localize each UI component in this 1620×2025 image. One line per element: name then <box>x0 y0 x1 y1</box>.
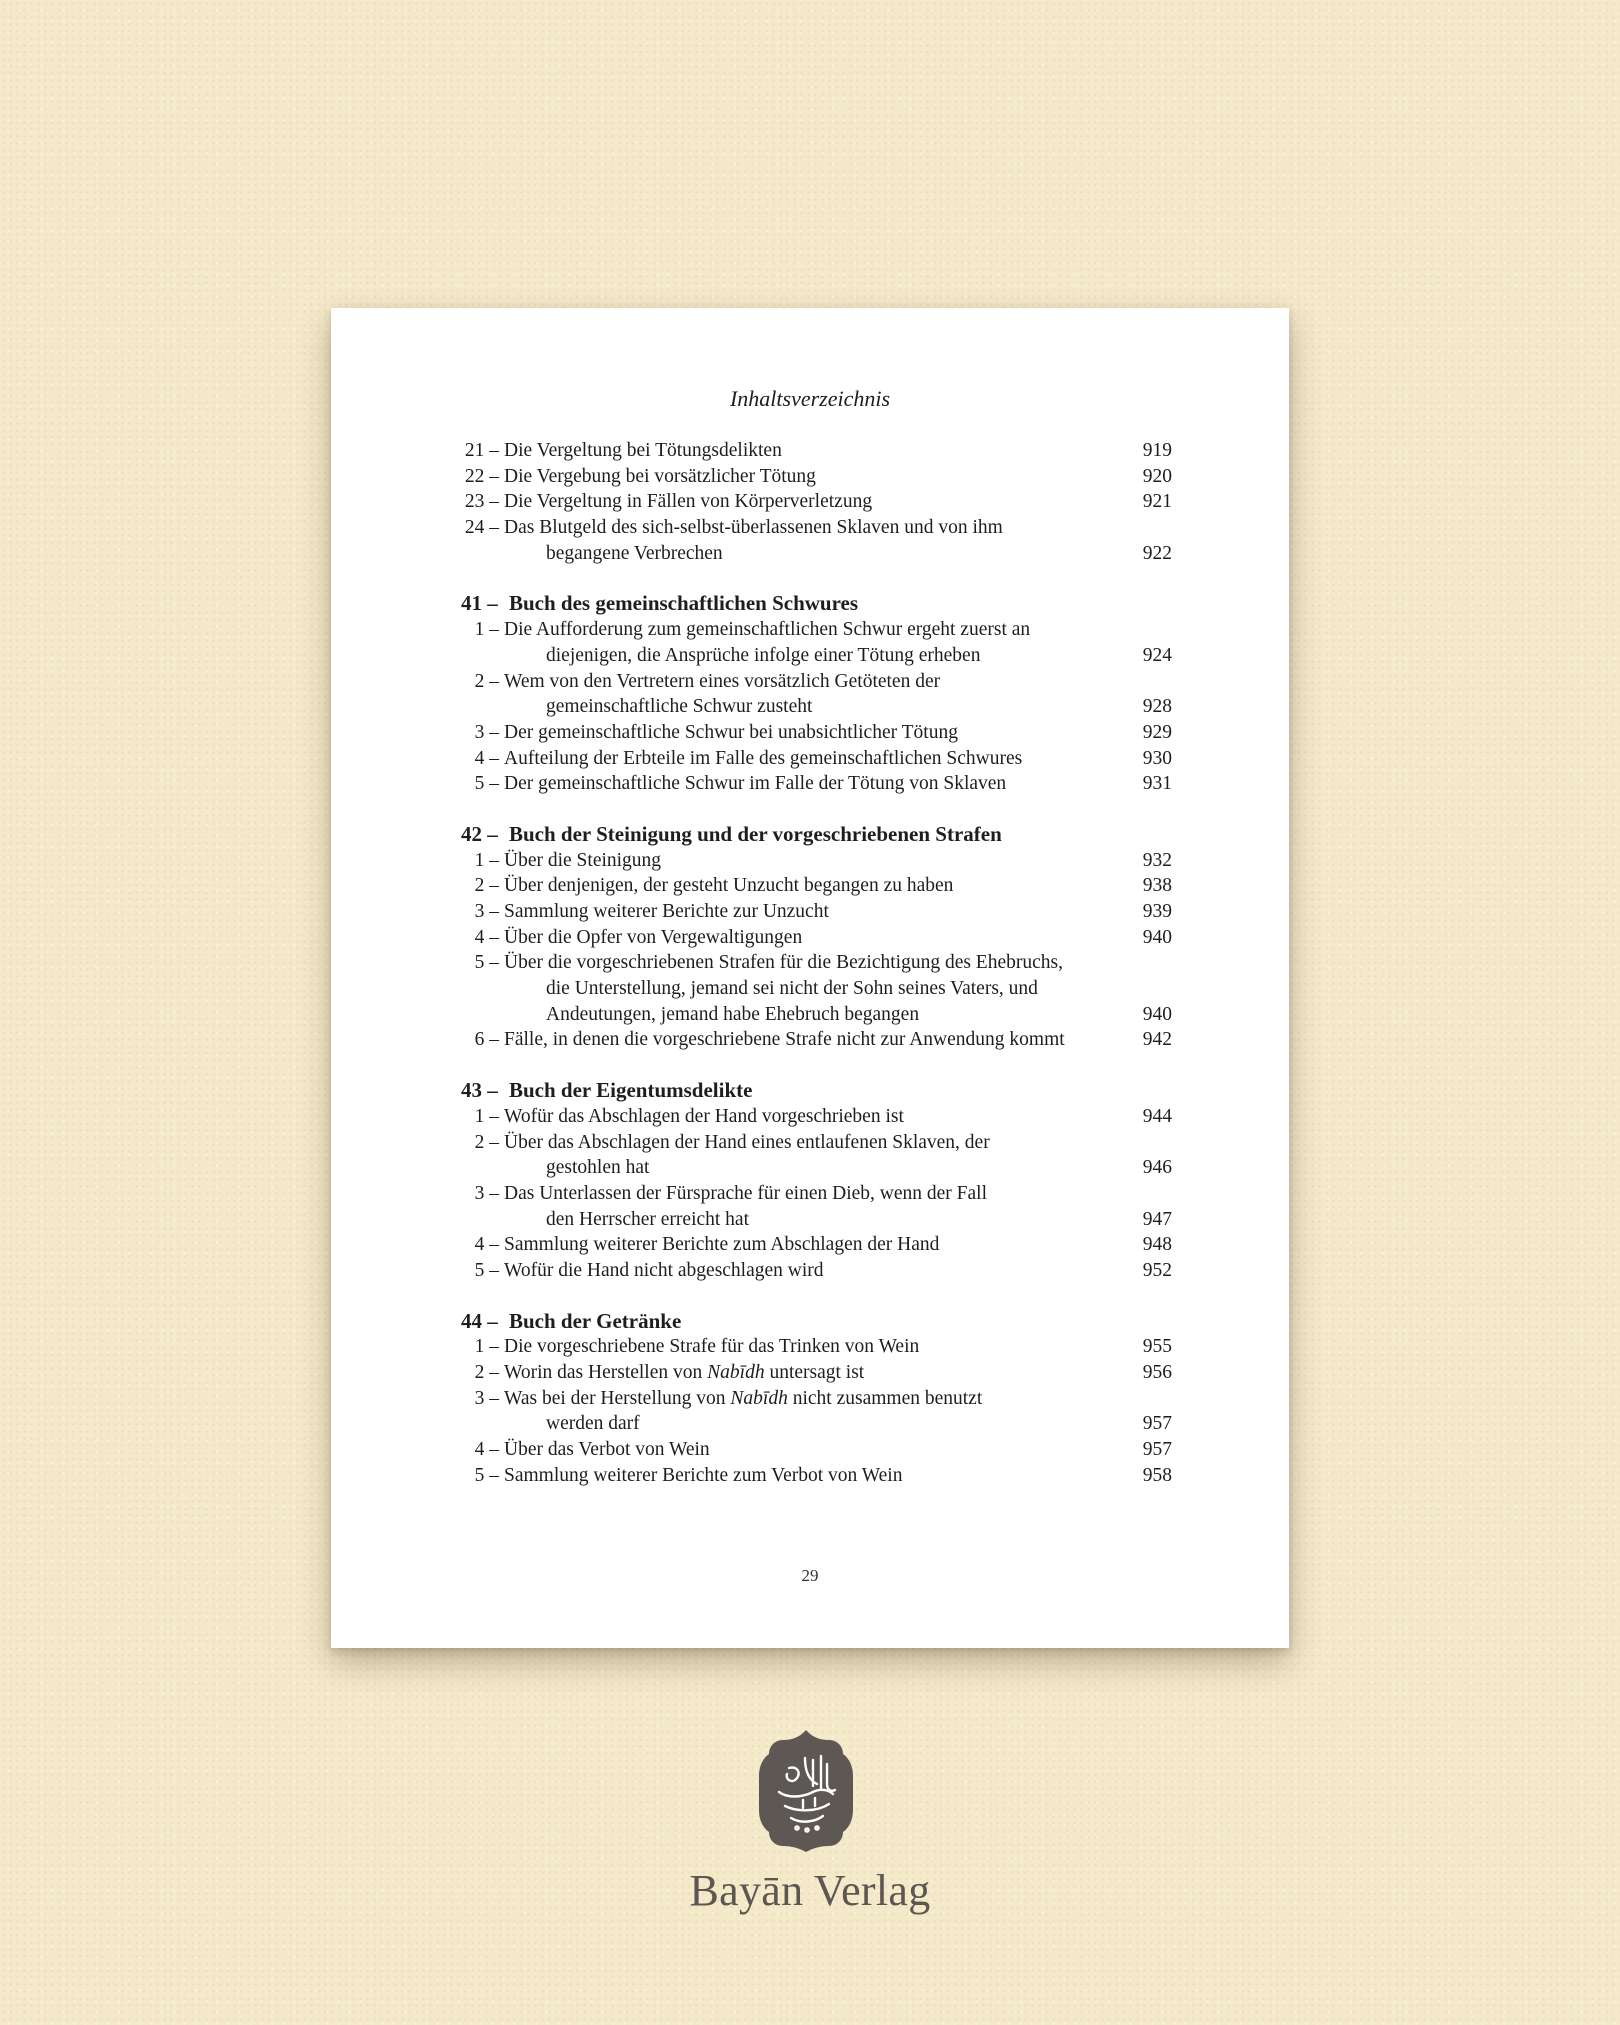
toc-number: 6 – <box>474 1029 499 1051</box>
toc-title: Worin das Herstellen von Nabīdh untersagt ist <box>504 1362 865 1383</box>
toc-page-number: 929 <box>1142 721 1172 743</box>
toc-title: Buch der Steinigung und der vorgeschriebenen Strafen <box>509 821 1002 846</box>
toc-number: 42 – <box>461 821 498 846</box>
toc-entry <box>461 1437 1172 1463</box>
toc-number: 22 – <box>464 465 499 487</box>
toc-number: 2 – <box>474 1131 499 1153</box>
toc-entry <box>461 1232 1172 1258</box>
toc-page-number: 920 <box>1142 465 1172 487</box>
toc-entry <box>461 848 1172 874</box>
toc-page-number: 942 <box>1142 1029 1172 1051</box>
toc-number: 5 – <box>474 952 499 974</box>
toc-number: 3 – <box>474 1182 499 1204</box>
toc-number: 2 – <box>474 1362 499 1383</box>
toc-page-number: 924 <box>1142 644 1172 666</box>
toc-number: 1 – <box>474 619 499 641</box>
toc-page-number: 956 <box>1142 1362 1172 1383</box>
toc-title: Sammlung weiterer Berichte zum Abschlagen der Hand <box>504 1234 940 1256</box>
toc-book-heading <box>461 822 1172 848</box>
toc-number: 5 – <box>474 1464 499 1486</box>
toc-number: 1 – <box>474 1105 499 1127</box>
toc-page-number: 938 <box>1142 875 1172 897</box>
toc-title: Das Blutgeld des sich-selbst-überlassenen Sklaven und von ihm <box>504 517 1003 539</box>
toc-title: Buch der Eigentumsdelikte <box>509 1078 753 1103</box>
toc-page-number: 921 <box>1142 491 1172 513</box>
toc-page-number: 928 <box>1142 696 1172 718</box>
toc-entry <box>461 1360 1172 1386</box>
toc-title: Über das Abschlagen der Hand eines entlaufenen Sklaven, der <box>504 1131 990 1153</box>
toc-number: 24 – <box>464 517 499 539</box>
toc-entry <box>461 1104 1172 1130</box>
toc-title: Buch der Getränke <box>509 1308 682 1333</box>
toc-page-number: 948 <box>1142 1234 1172 1256</box>
toc-entry <box>461 464 1172 490</box>
toc-title: den Herrscher erreicht hat <box>546 1208 750 1230</box>
toc-title: gemeinschaftliche Schwur zusteht <box>546 696 813 718</box>
toc-page-number: 939 <box>1142 901 1172 922</box>
toc-entry-continuation <box>461 541 1172 567</box>
toc-title: Der gemeinschaftliche Schwur im Falle der Tötung von Sklaven <box>504 773 1007 795</box>
toc-number: 23 – <box>464 491 499 513</box>
toc-entry-continuation <box>461 643 1172 669</box>
toc-entry <box>461 669 1172 695</box>
toc-number: 3 – <box>474 1387 499 1409</box>
toc-entry <box>461 1181 1172 1207</box>
toc-title: Fälle, in denen die vorgeschriebene Strafe nicht zur Anwendung kommt <box>504 1029 1065 1051</box>
toc-number: 1 – <box>474 849 499 871</box>
running-title: Inhaltsverzeichnis <box>729 386 891 411</box>
toc-title: Wofür das Abschlagen der Hand vorgeschrieben ist <box>504 1105 904 1127</box>
toc-title: Die vorgeschriebene Strafe für das Trinken von Wein <box>504 1336 920 1358</box>
toc-page-number: 922 <box>1142 542 1172 564</box>
toc-number: 4 – <box>474 1234 499 1256</box>
book-page <box>331 308 1289 1648</box>
toc-number: 3 – <box>474 901 499 922</box>
toc-title: Über die Steinigung <box>504 849 662 871</box>
toc-title: gestohlen hat <box>546 1157 650 1179</box>
toc-entry <box>461 1130 1172 1156</box>
toc-title: Die Vergebung bei vorsätzlicher Tötung <box>504 465 816 487</box>
toc-title: Wem von den Vertretern eines vorsätzlich Getöteten der <box>504 670 941 692</box>
toc-title: Buch des gemeinschaftlichen Schwures <box>509 591 859 616</box>
toc-number: 1 – <box>474 1336 499 1358</box>
toc-page-number: 932 <box>1142 849 1172 871</box>
toc-entry <box>461 515 1172 541</box>
toc-title: Sammlung weiterer Berichte zum Verbot von Wein <box>504 1464 903 1486</box>
toc-number: 3 – <box>474 721 499 743</box>
toc-entry-continuation <box>461 1411 1172 1437</box>
toc-entry <box>461 950 1172 976</box>
toc-entry <box>461 489 1172 515</box>
toc-title: Was bei der Herstellung von Nabīdh nicht zusammen benutzt <box>504 1387 983 1409</box>
toc-page-number: 957 <box>1142 1439 1172 1461</box>
toc-page-number: 931 <box>1142 773 1172 795</box>
toc-title: Über denjenigen, der gesteht Unzucht begangen zu haben <box>504 875 954 897</box>
toc-entry <box>461 1463 1172 1489</box>
toc-number: 4 – <box>474 747 499 769</box>
toc-entry <box>461 720 1172 746</box>
toc-entry-continuation <box>461 694 1172 720</box>
toc-page-number: 944 <box>1142 1105 1172 1127</box>
toc-entry-continuation <box>461 976 1172 1002</box>
toc-title: Über die Opfer von Vergewaltigungen <box>504 926 803 948</box>
toc-number: 5 – <box>474 773 499 795</box>
page-number: 29 <box>801 1566 819 1585</box>
publisher-name: Bayān Verlag <box>689 1866 931 1915</box>
toc-entry <box>461 1386 1172 1412</box>
toc-page-number: 952 <box>1142 1259 1172 1281</box>
toc-page-number: 930 <box>1142 747 1172 769</box>
toc-title: diejenigen, die Ansprüche infolge einer Tötung erheben <box>546 644 981 666</box>
toc-page-number: 957 <box>1142 1413 1172 1435</box>
toc-entry-continuation <box>461 1002 1172 1028</box>
toc-title: Wofür die Hand nicht abgeschlagen wird <box>504 1259 824 1281</box>
toc-entry <box>461 746 1172 772</box>
toc-page-number: 919 <box>1142 440 1172 461</box>
toc-page-number: 940 <box>1142 1003 1172 1025</box>
toc-entry <box>461 1258 1172 1284</box>
toc-book-heading <box>461 1309 1172 1335</box>
toc-entry <box>461 1027 1172 1053</box>
arabic-calligraphy-seal-icon <box>757 1728 855 1854</box>
toc-page-number: 940 <box>1142 926 1172 948</box>
toc-entry <box>461 771 1172 797</box>
toc-title: begangene Verbrechen <box>546 542 723 564</box>
toc-book-heading <box>461 591 1172 617</box>
toc-title: Das Unterlassen der Fürsprache für einen Dieb, wenn der Fall <box>504 1182 988 1204</box>
toc-number: 44 – <box>461 1308 498 1333</box>
toc-book-heading <box>461 1078 1172 1104</box>
toc-number: 2 – <box>474 875 499 897</box>
toc-number: 43 – <box>461 1078 498 1103</box>
toc-entry <box>461 925 1172 951</box>
toc-title: die Unterstellung, jemand sei nicht der Sohn seines Vaters, und <box>546 978 1038 1000</box>
toc-title: Sammlung weiterer Berichte zur Unzucht <box>504 901 829 922</box>
toc-title: Die Vergeltung in Fällen von Körperverletzung <box>504 491 873 513</box>
toc-page-number: 955 <box>1142 1336 1172 1358</box>
toc-entry <box>461 617 1172 643</box>
toc-title: Der gemeinschaftliche Schwur bei unabsichtlicher Tötung <box>504 721 958 743</box>
toc-title: Andeutungen, jemand habe Ehebruch begangen <box>546 1003 920 1025</box>
table-of-contents <box>461 438 1172 1488</box>
toc-page-number: 946 <box>1142 1157 1172 1179</box>
toc-entry-continuation <box>461 1207 1172 1233</box>
toc-entry-continuation <box>461 1155 1172 1181</box>
toc-number: 5 – <box>474 1259 499 1281</box>
toc-number: 41 – <box>461 591 498 616</box>
toc-entry <box>461 899 1172 925</box>
toc-page-number: 958 <box>1142 1464 1172 1486</box>
toc-entry <box>461 438 1172 464</box>
toc-number: 4 – <box>474 1439 499 1461</box>
toc-number: 21 – <box>464 440 499 461</box>
toc-title: werden darf <box>546 1413 640 1435</box>
toc-number: 2 – <box>474 670 499 692</box>
toc-title: Über die vorgeschriebenen Strafen für die Bezichtigung des Ehebruchs, <box>504 952 1063 974</box>
toc-page-number: 947 <box>1142 1208 1172 1230</box>
toc-title: Die Aufforderung zum gemeinschaftlichen Schwur ergeht zuerst an <box>504 619 1031 641</box>
toc-number: 4 – <box>474 926 499 948</box>
toc-entry <box>461 1334 1172 1360</box>
toc-entry <box>461 873 1172 899</box>
toc-title: Aufteilung der Erbteile im Falle des gemeinschaftlichen Schwures <box>504 747 1023 769</box>
toc-title: Über das Verbot von Wein <box>504 1439 710 1461</box>
toc-title: Die Vergeltung bei Tötungsdelikten <box>504 440 782 461</box>
